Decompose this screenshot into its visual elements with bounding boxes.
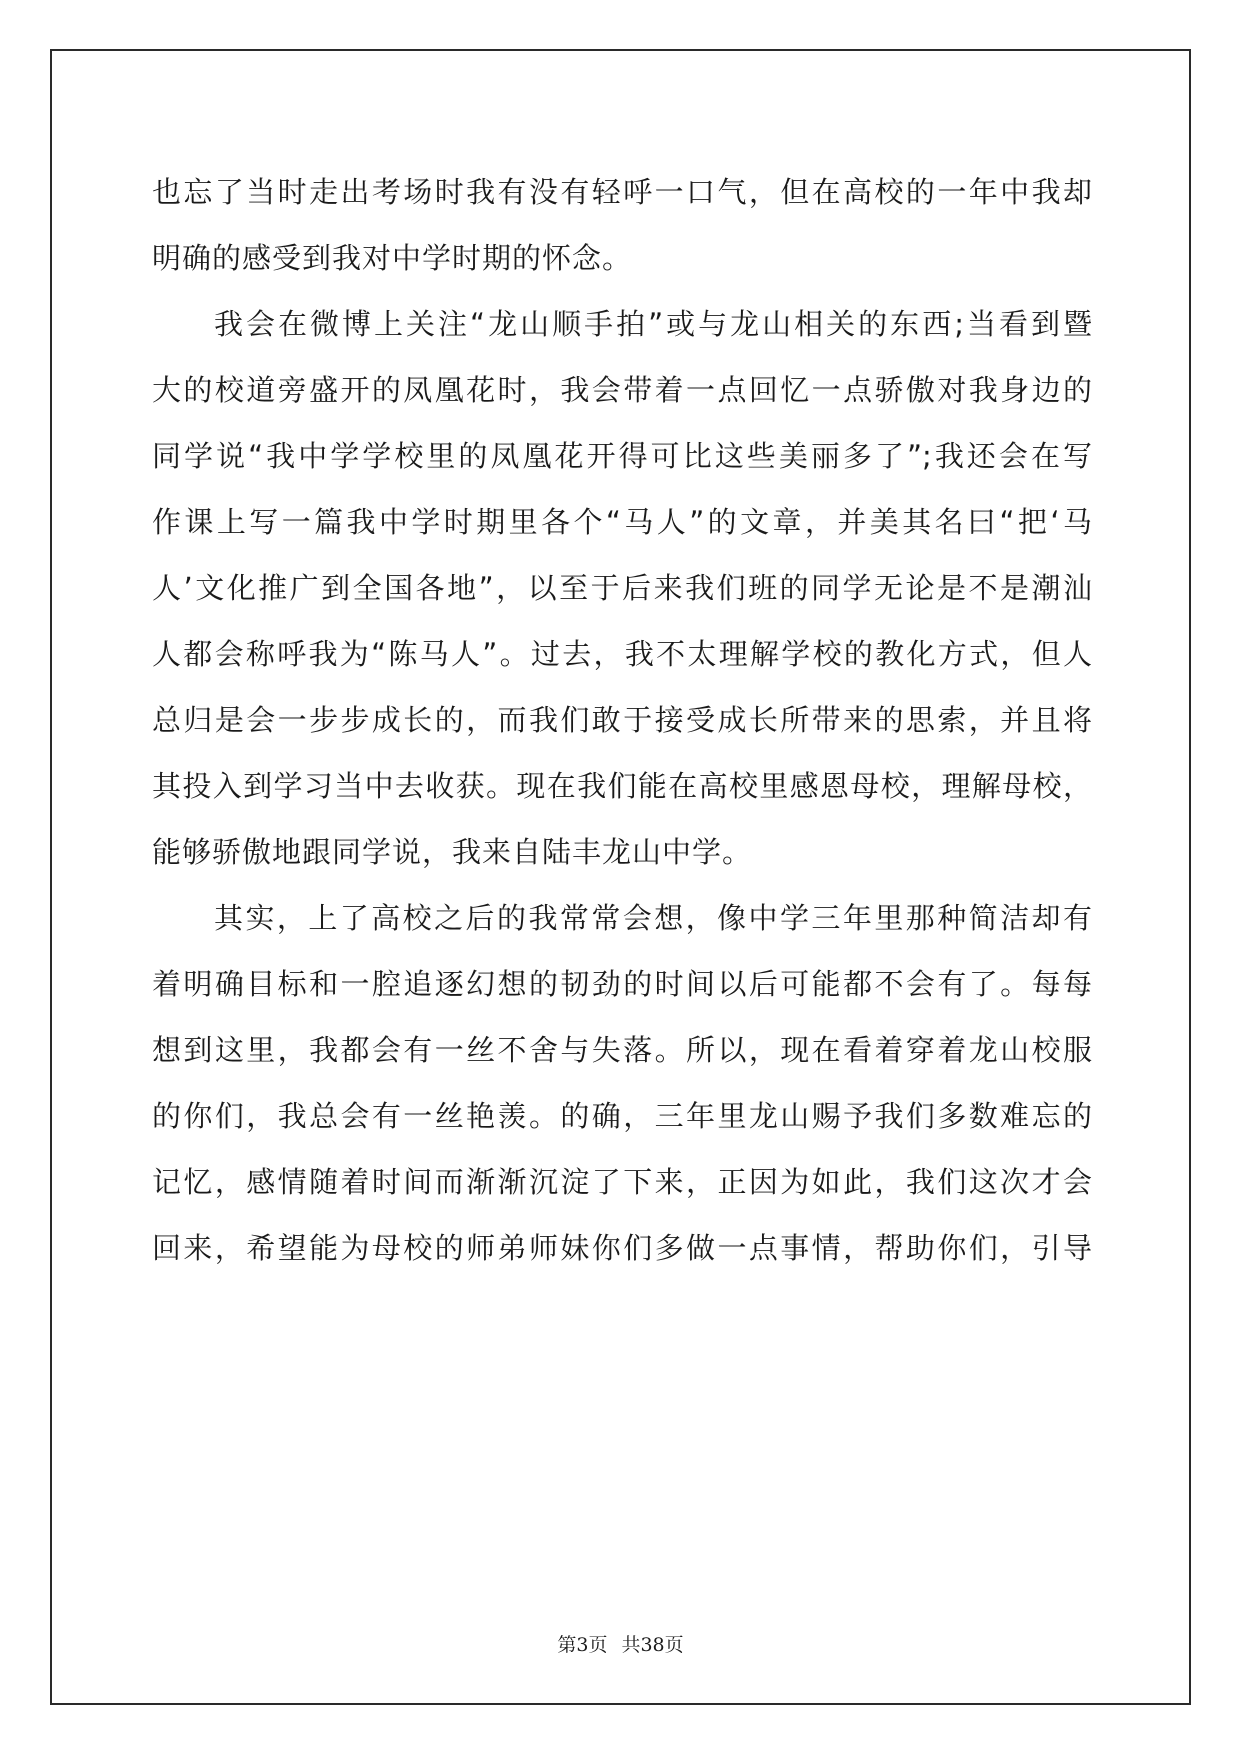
text-line: 大的校道旁盛开的凤凰花时，我会带着一点回忆一点骄傲对我身边的: [152, 373, 1092, 407]
text-line: 人’文化推广到全国各地”，以至于后来我们班的同学无论是不是潮汕: [152, 571, 1092, 605]
text-line: 着明确目标和一腔追逐幻想的韧劲的时间以后可能都不会有了。每每: [152, 967, 1092, 1001]
text-line: 也忘了当时走出考场时我有没有轻呼一口气，但在高校的一年中我却: [152, 175, 1092, 209]
page-footer: [0, 1633, 1241, 1657]
page-number: 第3页: [557, 1634, 608, 1656]
text-line: 其实，上了高校之后的我常常会想，像中学三年里那种简洁却有: [214, 901, 1092, 935]
text-line: 能够骄傲地跟同学说，我来自陆丰龙山中学。: [152, 835, 753, 869]
text-line: 其投入到学习当中去收获。现在我们能在高校里感恩母校，理解母校，: [152, 769, 1092, 803]
text-line: 的你们，我总会有一丝艳羡。的确，三年里龙山赐予我们多数难忘的: [152, 1099, 1092, 1133]
text-line: 我会在微博上关注“龙山顺手拍”或与龙山相关的东西;当看到暨: [214, 307, 1092, 341]
text-line: 作课上写一篇我中学时期里各个“马人”的文章，并美其名曰“把‘马: [152, 505, 1092, 539]
text-line: 记忆，感情随着时间而渐渐沉淀了下来，正因为如此，我们这次才会: [152, 1165, 1092, 1199]
text-line: 人都会称呼我为“陈马人”。过去，我不太理解学校的教化方式，但人: [152, 637, 1092, 671]
text-line: 总归是会一步步成长的，而我们敢于接受成长所带来的思索，并且将: [152, 703, 1092, 737]
text-line: 同学说“我中学学校里的凤凰花开得可比这些美丽多了”;我还会在写: [152, 439, 1092, 473]
text-line: 回来，希望能为母校的师弟师妹你们多做一点事情，帮助你们，引导: [152, 1231, 1092, 1265]
text-line: 想到这里，我都会有一丝不舍与失落。所以，现在看着穿着龙山校服: [152, 1033, 1092, 1067]
text-line: 明确的感受到我对中学时期的怀念。: [152, 241, 633, 275]
page-total: 共38页: [621, 1634, 684, 1656]
